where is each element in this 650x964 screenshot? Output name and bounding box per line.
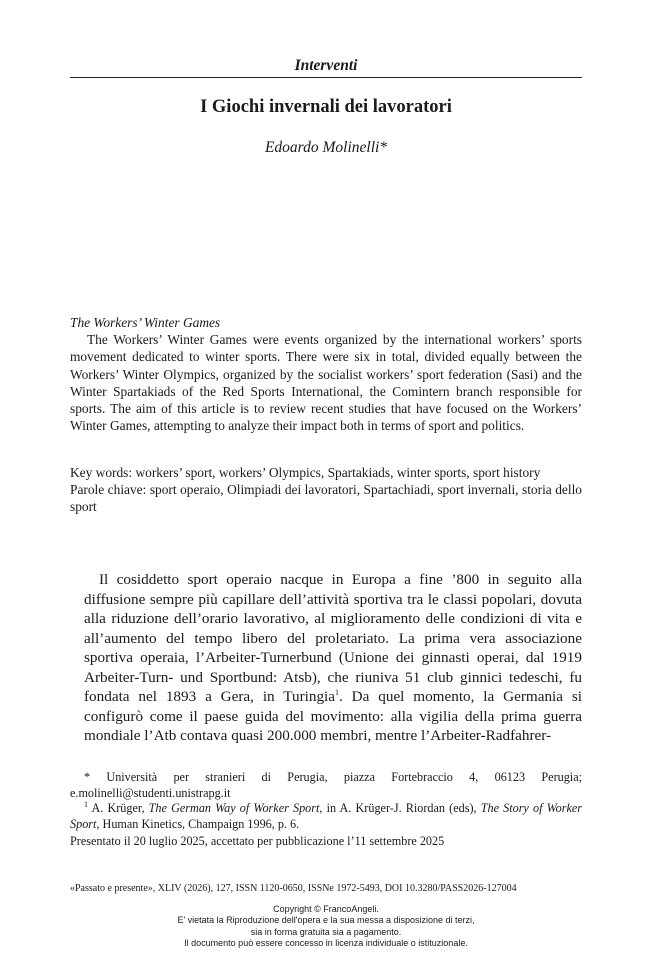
body-text <box>84 570 582 746</box>
footnote-1-book-title: The Story of Worker Sport <box>70 801 583 831</box>
footnotes <box>70 770 582 832</box>
footnote-1-publisher: , Human Kinetics, Champaign 1996, p. 6. <box>96 816 300 831</box>
copyright-line: E' vietata la Riproduzione dell'opera e la sua messa a disposizione di terzi, <box>177 915 475 926</box>
footnote-1-title: The German Way of Worker Sport <box>148 801 320 816</box>
article-title: I Giochi invernali dei lavoratori <box>200 97 452 117</box>
footnote-1-editors: , in A. Krüger-J. Riordan (eds), <box>319 801 481 816</box>
footnote-1-marker: 1 <box>84 800 88 810</box>
abstract-text: The Workers’ Winter Games were events organized by the international workers’ sports movement dedicated to winter sports. There were six in total, divided equally between the Workers’ Winter Olympics, organized by the socialist workers’ sport federation (Sasi) and the Winter Spartakiads of the Red Sports International, the Comintern branch responsible for sports. The aim of this article is to review recent studies that have focused on the Workers’ Winter Games, attempting to analyze their impact both in terms of sport and politics. <box>70 332 582 434</box>
copyright-notice <box>70 904 582 949</box>
article-author: Edoardo Molinelli* <box>264 139 388 156</box>
footnote-1-author: A. Krüger, <box>88 801 149 816</box>
copyright-line: sia in forma gratuita sia a pagamento. <box>250 926 402 937</box>
copyright-line: Il documento può essere concesso in licenza individuale o istituzionale. <box>184 937 468 948</box>
section-label: Interventi <box>294 57 358 74</box>
submission-dates: Presentato il 20 luglio 2025, accettato per pubblicazione l’11 settembre 2025 <box>70 834 445 848</box>
keywords-italian: Parole chiave: sport operaio, Olimpiadi dei lavoratori, Spartachiadi, sport invernali, storia dello sport <box>70 482 582 515</box>
keywords <box>70 464 582 516</box>
journal-citation: «Passato e presente», XLIV (2026), 127, ISSN 1120-0650, ISSNe 1972-5493, DOI 10.3280/PASS2026-127004 <box>70 883 517 894</box>
abstract <box>70 314 582 434</box>
body-text-part-2: . Da quel momento, la Germania si configurò come il paese guida del movimento: alla vigilia della prima guerra mondiale l’Atb contava quasi 200.000 membri, mentre l’Arbeiter-Radfahrer- <box>84 688 582 744</box>
body-paragraph <box>84 570 582 746</box>
abstract-heading: The Workers’ Winter Games <box>70 315 221 330</box>
header-rule <box>70 77 582 78</box>
footnote-marker-1[interactable]: 1 <box>335 687 340 697</box>
body-text-part-1: Il cosiddetto sport operaio nacque in Europa a fine ’800 in seguito alla diffusione sempre più capillare dell’attività sportiva tra le classi popolari, dovuta alla riduzione dell’orario lavorativo, al miglioramento delle condizioni di vita e all’aumento del tempo libero del proletariato. La prima vera associazione sportiva operaia, l’Arbeiter-Turnerbund (Unione dei ginnasti operai, dal 1919 Arbeiter-Turn- und Sportbund: Atsb), che riuniva 51 club ginnici tedeschi, fu fondata nel 1893 a Gera, in Turingia <box>84 571 582 705</box>
copyright-line: Copyright © FrancoAngeli. <box>273 904 379 914</box>
footnote-1 <box>70 801 582 832</box>
keywords-english: Key words: workers’ sport, workers’ Olympics, Spartakiads, winter sports, sport history <box>70 465 541 480</box>
footnote-affiliation: * Università per stranieri di Perugia, piazza Fortebraccio 4, 06123 Perugia; e.molinelli@studenti.unistrapg.it <box>70 770 582 800</box>
